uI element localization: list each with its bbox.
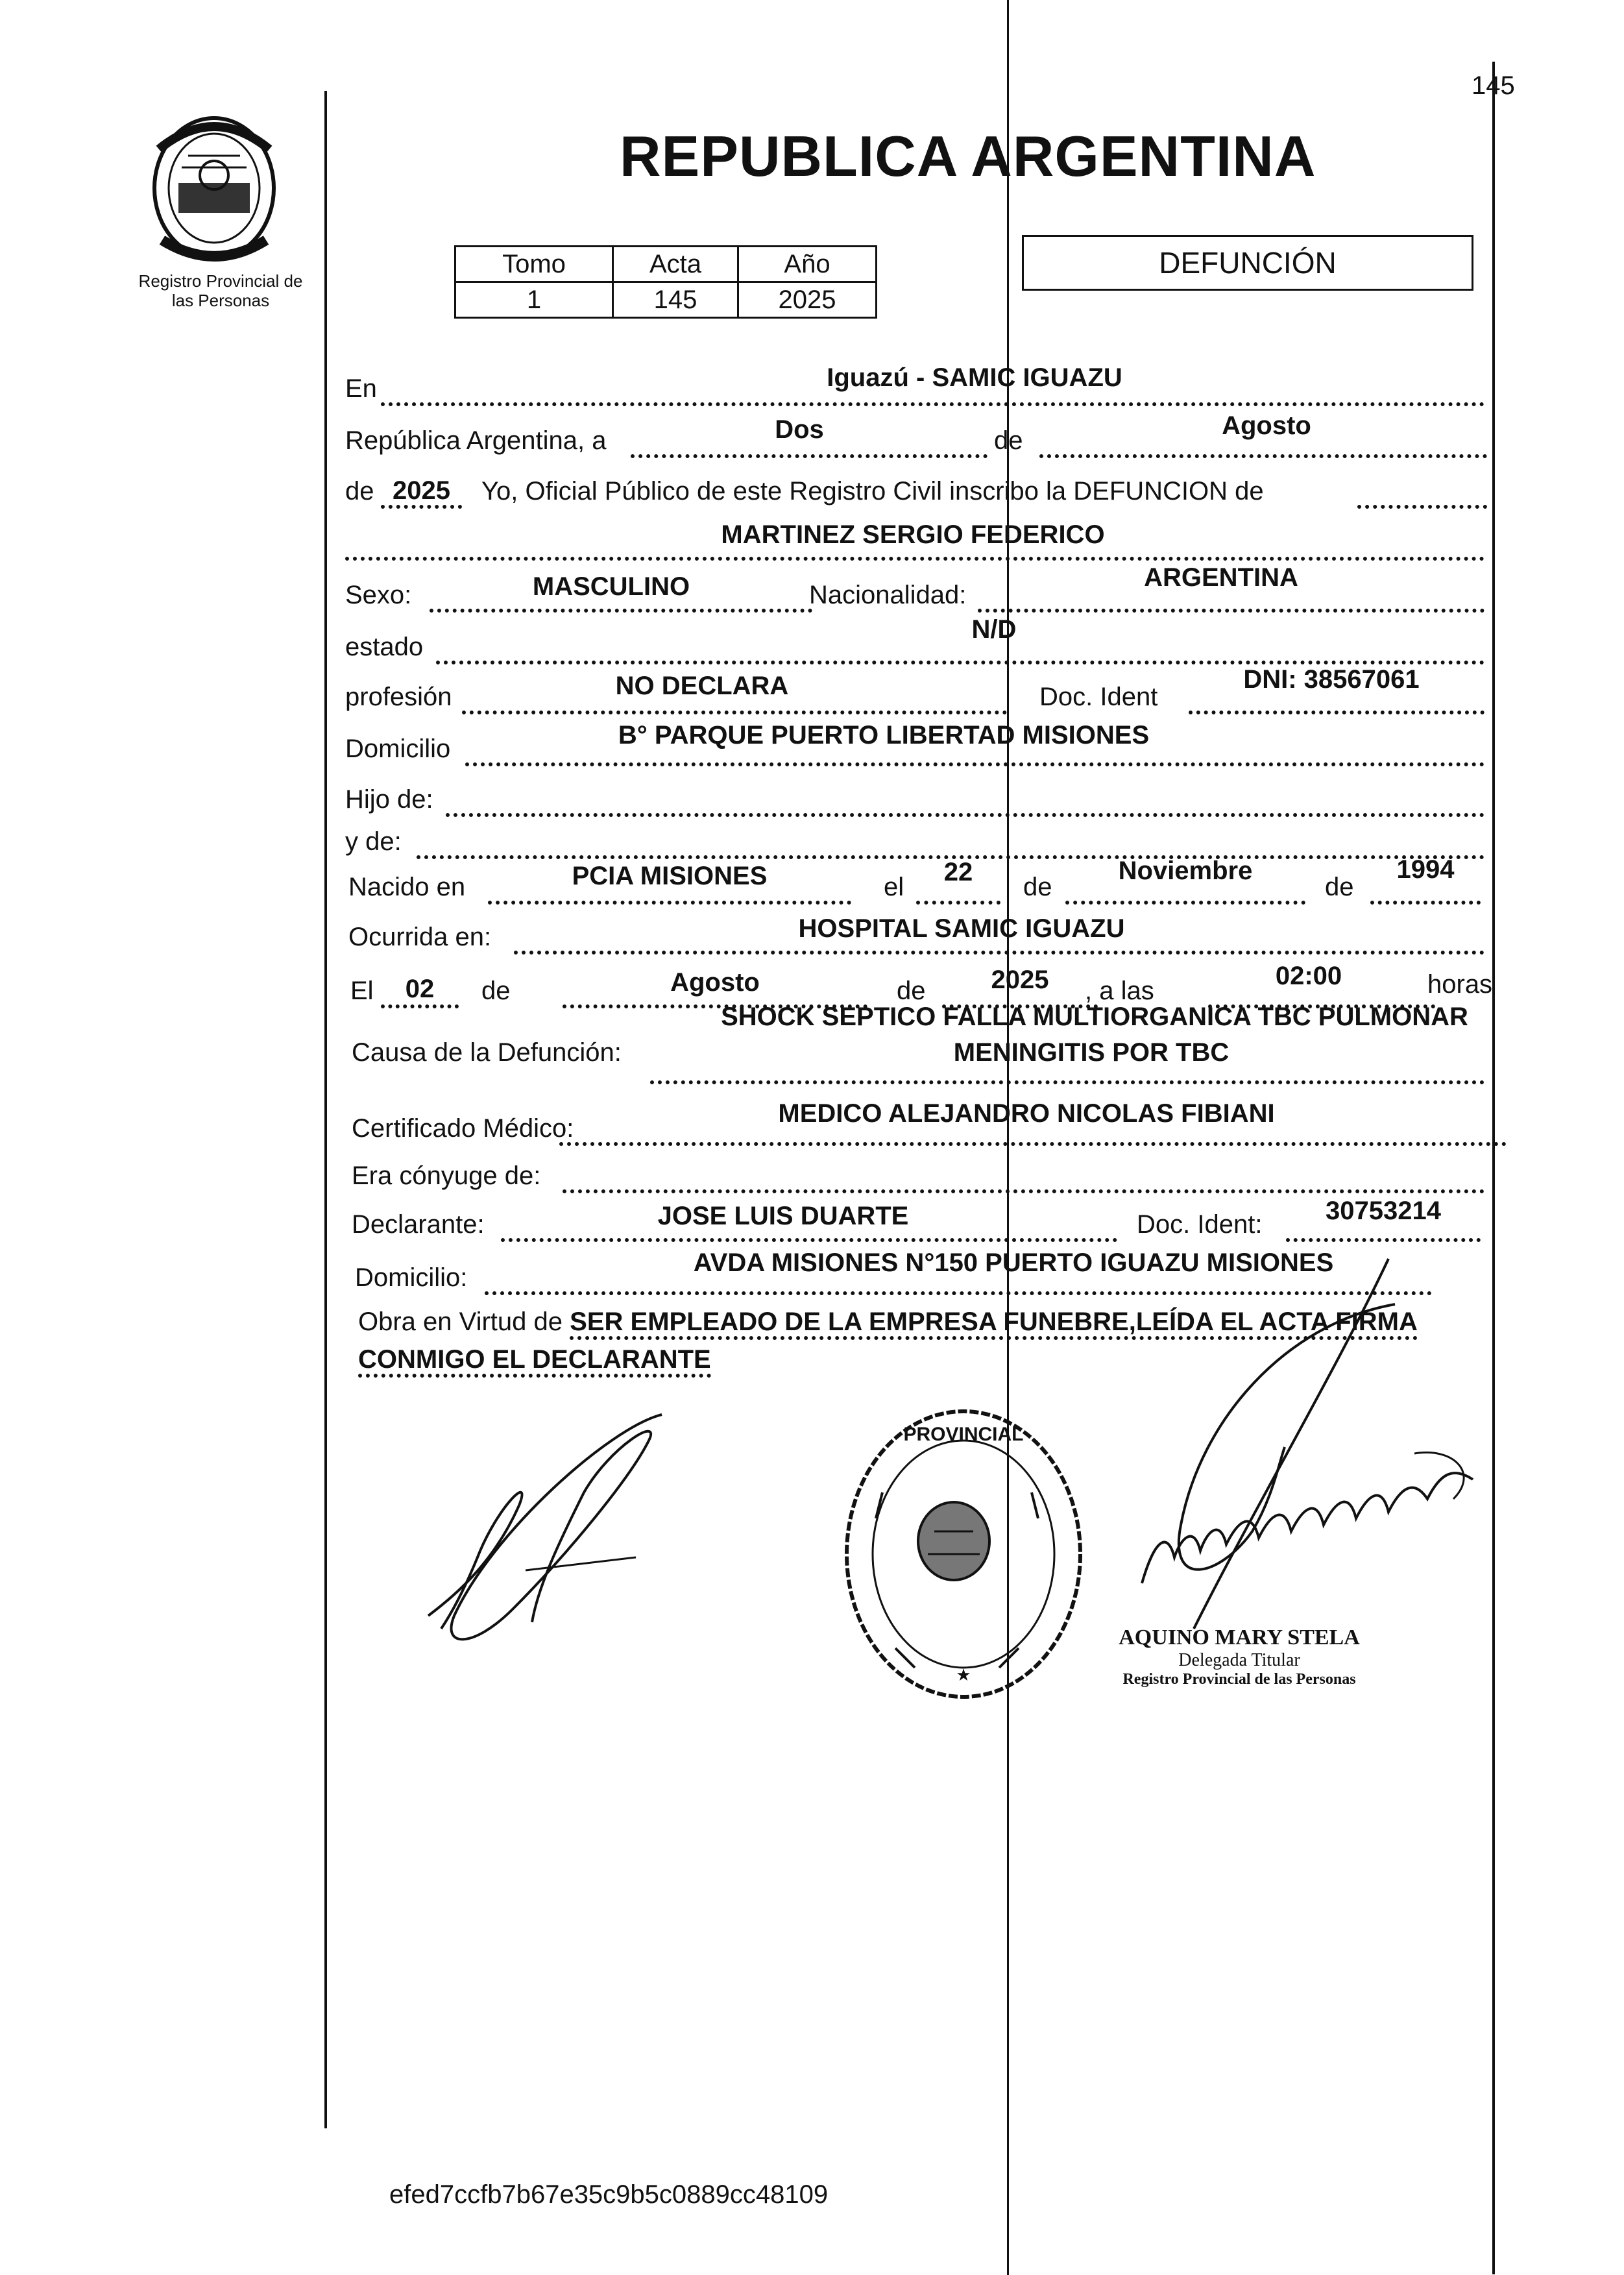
dotted-line [1189,711,1485,714]
anio-header: Año [738,247,877,282]
row-sexo [345,563,1485,615]
value-anio: 2025 [393,476,450,505]
dotted-line [462,711,1007,714]
label-domicilio: Domicilio: [355,1263,468,1292]
label-a-las: , a las [1085,977,1154,1005]
value-dia-texto: Dos [775,415,824,444]
registry-stamp-icon [837,1402,1090,1707]
value-sexo: MASCULINO [532,572,690,601]
label-doc-ident: Doc. Ident: [1137,1210,1263,1239]
label-hijo-de: Hijo de: [345,785,433,814]
value-nac-anio: 1994 [1396,855,1455,884]
value-nacido-en: PCIA MISIONES [572,862,768,890]
provincia-de-misiones-seal-icon [146,110,282,266]
official-role: Delegada Titular [1178,1650,1300,1670]
label-oficial: Yo, Oficial Público de este Registro Civil inscribo la DEFUNCION de [481,477,1264,505]
value-declarante: JOSE LUIS DUARTE [657,1202,909,1230]
registry-name-line-2: las Personas [171,291,270,310]
row-fecha-acta [345,409,1485,461]
acta-value: 145 [613,282,738,318]
label-horas: horas [1427,970,1493,999]
dotted-line [631,454,988,458]
label-obra: Obra en Virtud de [358,1308,563,1336]
label-el: El [350,977,374,1005]
value-declarante-doc: 30753214 [1326,1197,1441,1225]
value-certificado: MEDICO ALEJANDRO NICOLAS FIBIANI [778,1099,1275,1128]
value-nac-mes: Noviembre [1118,857,1253,885]
row-causa [345,1003,1485,1087]
label-estado: estado [345,633,424,661]
value-mes: Agosto [1222,411,1311,440]
label-el: el [884,873,904,901]
value-documento: DNI: 38567061 [1243,665,1420,694]
dotted-line [1039,454,1487,458]
official-name: AQUINO MARY STELA [1119,1625,1360,1649]
registry-name-line-1: Registro Provincial de [138,271,303,291]
svg-text:PROVINCIAL: PROVINCIAL [903,1424,1024,1445]
document-hash: efed7ccfb7b67e35c9b5c0889cc48109 [389,2180,829,2209]
registry-name [117,271,324,310]
value-estado: N/D [971,615,1017,644]
row-domicilio [345,717,1485,769]
official-office: Registro Provincial de las Personas [1122,1671,1356,1688]
row-declarante [345,1193,1485,1245]
value-profesion: NO DECLARA [615,672,789,700]
row-y-de [345,810,1485,862]
dotted-line [1065,901,1305,905]
value-def-dia: 02 [405,975,435,1003]
document-title: REPUBLICA ARGENTINA [620,124,1316,188]
value-domicilio: B° PARQUE PUERTO LIBERTAD MISIONES [618,721,1150,749]
label-domicilio: Domicilio [345,735,451,763]
declarant-signature-icon [415,1402,688,1661]
label-de: de [994,426,1023,455]
label-declarante: Declarante: [352,1210,485,1239]
value-nacionalidad: ARGENTINA [1144,563,1298,592]
value-lugar: Iguazú - SAMIC IGUAZU [827,363,1122,392]
label-de: de [1023,873,1052,901]
record-table [454,245,877,319]
label-republica: República Argentina, a [345,426,607,455]
dotted-line [650,1080,1485,1084]
row-ocurrida-en [345,905,1485,957]
official-block [1084,1625,1395,1688]
row-anio-oficial [345,459,1485,511]
dotted-line [514,951,1485,955]
row-lugar [345,357,1485,409]
official-signature-icon [1090,1252,1492,1642]
dotted-line [978,609,1485,613]
row-certificado [345,1097,1485,1149]
value-causa-1: SHOCK SEPTICO FALLA MULTIORGANICA TBC PULMONAR [721,1003,1468,1031]
label-de: de [481,977,511,1005]
value-causa-2: MENINGITIS POR TBC [953,1038,1230,1067]
dotted-line [465,762,1485,766]
tomo-value: 1 [455,282,613,318]
dotted-line [916,901,1000,905]
value-declarante-domicilio: AVDA MISIONES N°150 PUERTO IGUAZU MISIONES [693,1248,1334,1277]
label-de: de [345,477,374,505]
row-profesion [345,665,1485,717]
label-causa: Causa de la Defunción: [352,1038,622,1067]
label-profesion: profesión [345,683,452,711]
value-ocurrida-en: HOSPITAL SAMIC IGUAZU [798,914,1125,943]
dotted-line [488,901,851,905]
dotted-line [381,402,1485,406]
label-nacido-en: Nacido en [348,873,466,901]
page-number: 145 [1472,71,1515,100]
label-conyuge: Era cónyuge de: [352,1162,541,1190]
label-en: En [345,374,377,403]
value-def-hora: 02:00 [1275,962,1342,990]
label-doc-ident: Doc. Ident [1039,683,1158,711]
dotted-line [345,557,1485,561]
left-margin-line [324,91,327,2128]
label-nacionalidad: Nacionalidad: [809,581,967,609]
label-ocurrida-en: Ocurrida en: [348,923,492,951]
label-certificado: Certificado Médico: [352,1114,574,1143]
label-sexo: Sexo: [345,581,412,609]
dotted-line [1286,1238,1481,1242]
acta-header: Acta [613,247,738,282]
value-fallecido: MARTINEZ SERGIO FEDERICO [721,520,1105,549]
right-margin-line [1492,62,1495,2274]
value-obra: SER EMPLEADO DE LA EMPRESA FUNEBRE,LEÍDA EL ACTA FIRMA CONMIGO EL DECLARANTE [358,1308,1418,1378]
dotted-line [1357,505,1487,509]
value-nac-dia: 22 [943,858,973,886]
dotted-line [1370,901,1481,905]
value-def-mes: Agosto [670,968,760,997]
row-estado [345,615,1485,667]
dotted-line [430,609,812,613]
value-def-anio: 2025 [991,966,1049,994]
dotted-line [501,1238,1117,1242]
row-nacido-en [345,855,1485,907]
anio-value: 2025 [738,282,877,318]
tomo-header: Tomo [455,247,613,282]
dotted-line [436,661,1485,664]
label-de: de [1325,873,1354,901]
svg-text:★: ★ [956,1665,971,1685]
row-fallecido [345,511,1485,563]
label-de: de [897,977,926,1005]
row-conyuge [345,1144,1485,1196]
record-type-box: DEFUNCIÓN [1022,235,1473,291]
label-y-de: y de: [345,827,402,856]
